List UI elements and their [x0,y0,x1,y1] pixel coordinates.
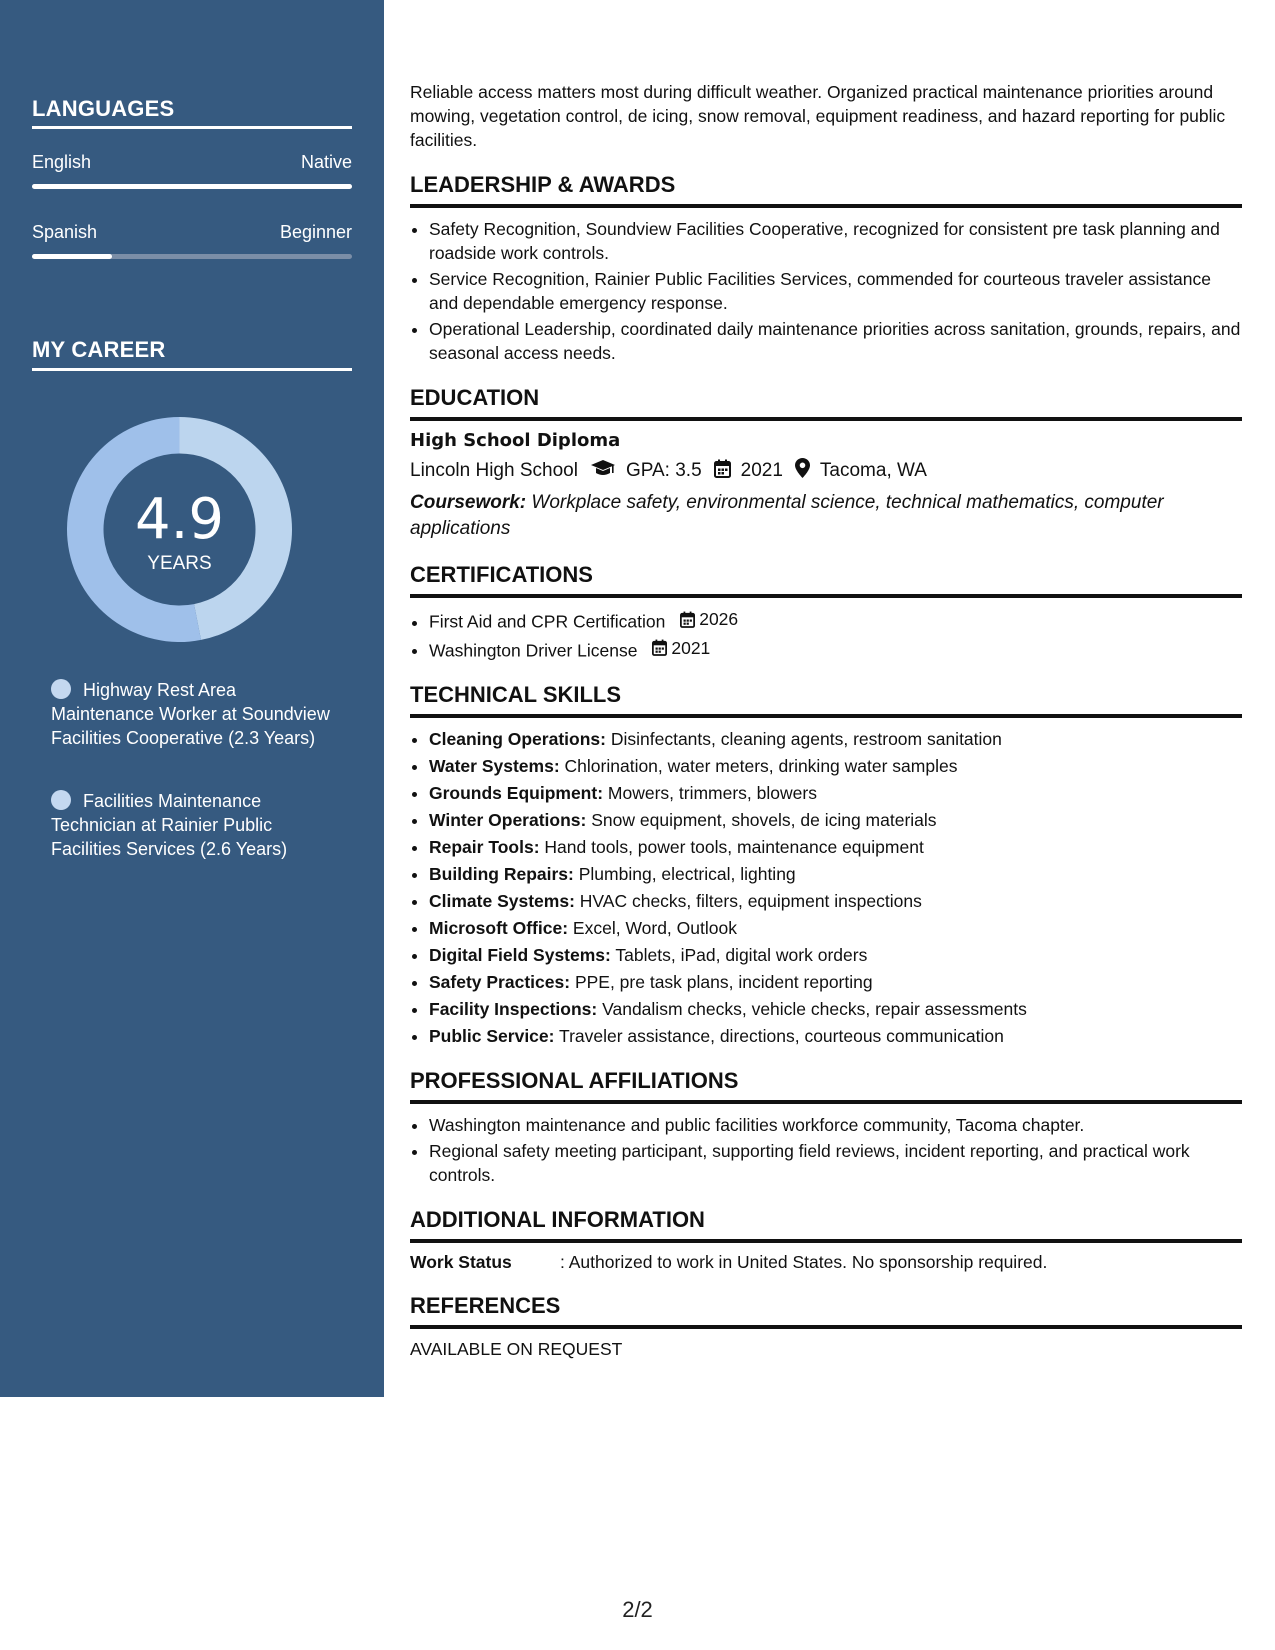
skill-value: Snow equipment, shovels, de icing materials [591,810,937,830]
list-item [429,636,1242,663]
leadership-heading: LEADERSHIP & AWARDS [410,172,1242,208]
skill-label: Repair Tools: [429,837,540,857]
skill-value: Traveler assistance, directions, courteous communication [559,1026,1004,1046]
career-item-text: Highway Rest Area Maintenance Worker at Soundview Facilities Cooperative (2.3 Years) [51,680,330,748]
career-total-unit: YEARS [147,553,212,574]
skill-label: Facility Inspections: [429,999,598,1019]
coursework-label: Coursework: [410,492,527,513]
skill-label: Safety Practices: [429,972,571,992]
skill-value: Vandalism checks, vehicle checks, repair assessments [602,999,1027,1019]
skill-value: Excel, Word, Outlook [572,918,737,938]
education-year: 2021 [740,460,783,481]
skill-value: HVAC checks, filters, equipment inspections [579,891,922,911]
page-number: 2/2 [622,1597,653,1622]
education-details [410,458,1242,484]
education-degree: High School Diploma [410,430,621,451]
calendar-icon [714,459,731,484]
career-item-text: Facilities Maintenance Technician at Rainier Public Facilities Services (2.6 Years) [51,791,288,859]
skill-value: PPE, pre task plans, incident reporting [574,972,873,992]
skill-label: Water Systems: [429,756,560,776]
skill-value: Plumbing, electrical, lighting [578,864,796,884]
career-heading: MY CAREER [32,337,166,362]
language-level: Beginner [279,222,352,242]
skill-label: Microsoft Office: [429,918,569,938]
work-status-label: Work Status [410,1252,512,1272]
work-status-value: : Authorized to work in United States. No sponsorship required. [560,1252,1048,1272]
affiliations-heading: PROFESSIONAL AFFILIATIONS [410,1068,1242,1104]
list-item: • Operational Leadership, coordinated daily maintenance priorities across sanitation, grounds, repairs, and seasonal access needs. [429,317,1242,365]
education-gpa: GPA: 3.5 [625,460,702,481]
skill-item [429,835,1242,859]
certification-name: Washington Driver License [429,640,638,660]
skill-label: Public Service: [429,1026,555,1046]
calendar-icon [680,611,695,628]
language-name: Spanish [32,222,98,242]
language-bar-fill [32,184,352,189]
skill-item [429,970,1242,994]
list-item: • Service Recognition, Rainier Public Facilities Services, commended for courteous traveler assistance and dependable emergency response. [429,267,1242,315]
language-row-spanish [32,222,352,243]
career-legend-dot [51,790,71,810]
location-pin-icon [795,458,810,484]
career-rule [32,368,352,371]
certification-date [652,636,710,660]
skill-value: Hand tools, power tools, maintenance equipment [544,837,924,857]
education-coursework [410,490,1242,542]
references-heading: REFERENCES [410,1293,1242,1329]
summary-paragraph: Reliable access matters most during difficult weather. Organized practical maintenance priorities around mowing, vegetation control, de icing, snow removal, equipment readiness, and hazard reporting for public facilities. [410,82,1226,150]
skill-item [429,1024,1242,1048]
skill-item [429,997,1242,1021]
list-item: • Washington maintenance and public facilities workforce community, Tacoma chapter. [429,1113,1242,1137]
skill-label: Digital Field Systems: [429,945,611,965]
skill-value: Disinfectants, cleaning agents, restroom sanitation [610,729,1002,749]
leadership-list [410,217,1242,365]
skill-item [429,916,1242,940]
certification-name: First Aid and CPR Certification [429,611,666,632]
coursework-text: Workplace safety, environmental science, technical mathematics, computer applications [410,492,1164,539]
graduation-cap-icon [590,459,616,483]
certifications-heading: CERTIFICATIONS [410,562,1242,598]
calendar-icon [652,639,667,656]
education-school: Lincoln High School [410,460,578,481]
list-item [429,607,1242,634]
certification-year: 2026 [699,609,739,629]
language-row-english [32,152,352,173]
certification-date [680,607,738,631]
skill-value: Chlorination, water meters, drinking water samples [564,756,958,776]
skill-label: Climate Systems: [429,891,575,911]
certifications-list [410,607,1242,662]
skill-label: Cleaning Operations: [429,729,606,749]
skill-label: Winter Operations: [429,810,587,830]
skill-item [429,943,1242,967]
skill-item [429,889,1242,913]
career-item [51,789,341,861]
career-total-value: 4.9 [134,487,225,552]
language-bar-spanish [32,254,352,259]
languages-rule [32,126,352,129]
skills-list [410,727,1242,1048]
education-location: Tacoma, WA [819,460,927,481]
list-item: • Safety Recognition, Soundview Facilities Cooperative, recognized for consistent pre task planning and roadside work controls. [429,217,1242,265]
language-bar-fill [32,254,112,259]
language-bar-english [32,184,352,189]
skill-label: Grounds Equipment: [429,783,604,803]
work-status-row [410,1252,1242,1273]
language-name: English [32,152,92,172]
affiliations-list [410,1113,1242,1187]
references-text: AVAILABLE ON REQUEST [410,1339,623,1359]
languages-heading: LANGUAGES [32,96,175,121]
career-legend-dot [51,679,71,699]
skill-item [429,781,1242,805]
sidebar [0,0,384,1397]
additional-info-heading: ADDITIONAL INFORMATION [410,1207,1242,1243]
skill-value: Mowers, trimmers, blowers [607,783,817,803]
list-item: • Regional safety meeting participant, supporting field reviews, incident reporting, and practical work controls. [429,1139,1242,1187]
skill-item [429,808,1242,832]
skill-value: Tablets, iPad, digital work orders [615,945,868,965]
skill-item [429,862,1242,886]
education-heading: EDUCATION [410,385,1242,421]
skill-label: Building Repairs: [429,864,574,884]
certification-year: 2021 [671,637,711,658]
skill-item [429,754,1242,778]
career-total [67,417,292,642]
main-content [410,80,1242,1360]
language-level: Native [300,152,352,172]
career-item [51,678,341,750]
skills-heading: TECHNICAL SKILLS [410,682,1242,718]
skill-item [429,727,1242,751]
